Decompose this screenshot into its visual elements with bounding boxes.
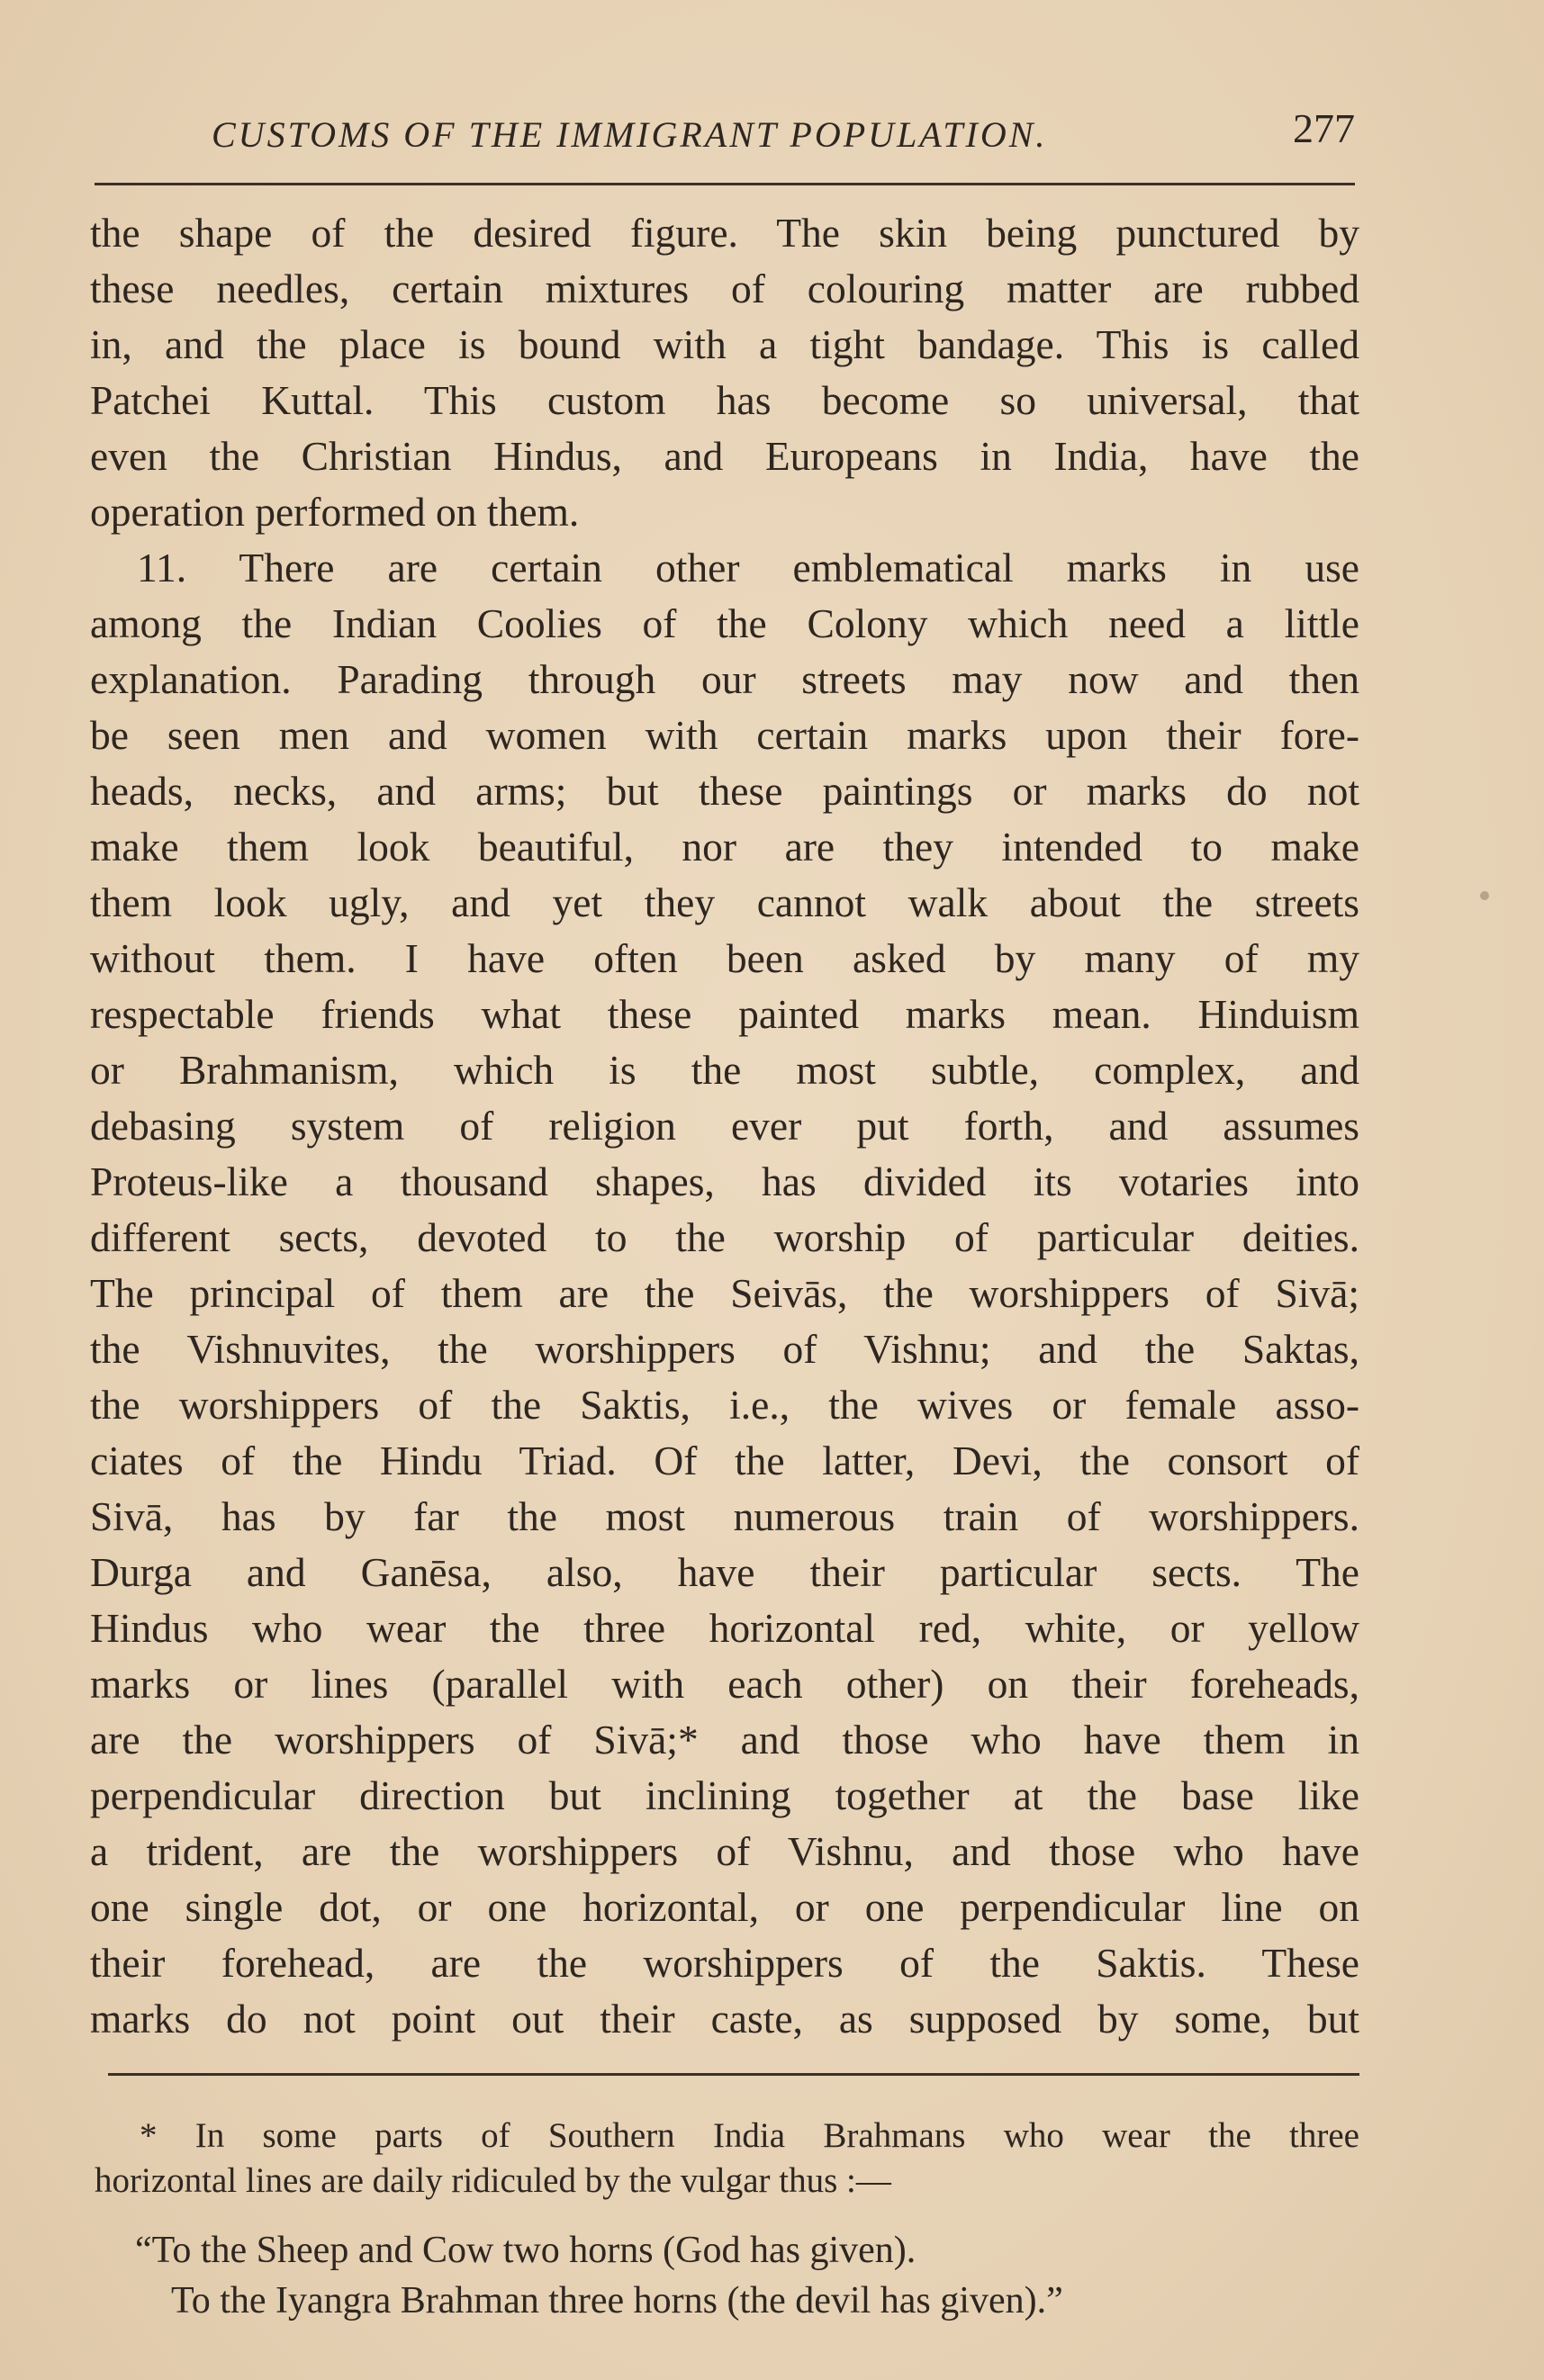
text-line: different sects, devoted to the worship of particular deities. [90, 1214, 1359, 1260]
footnote [95, 2114, 1359, 2204]
quote-line: “To the Sheep and Cow two horns (God has given). [135, 2230, 916, 2271]
text-line: in, and the place is bound with a tight bandage. This is called [90, 321, 1359, 367]
text-line: debasing system of religion ever put forth, and assumes [90, 1103, 1359, 1149]
text-line: Sivā, has by far the most numerous train of worshippers. [90, 1493, 1359, 1539]
page-number: 277 [1293, 105, 1355, 151]
footnote-line: horizontal lines are daily ridiculed by the vulgar thus :— [95, 2161, 891, 2200]
text-line: the Vishnuvites, the worshippers of Vishnu; and the Saktas, [90, 1326, 1359, 1372]
running-header [95, 101, 1355, 164]
text-line: marks do not point out their caste, as supposed by some, but [90, 1996, 1359, 2042]
text-line: Proteus-like a thousand shapes, has divided its votaries into [90, 1158, 1359, 1204]
footnote-rule [108, 2073, 1359, 2076]
text-line: their forehead, are the worshippers of the Saktis. These [90, 1940, 1359, 1986]
header-rule [95, 183, 1355, 185]
text-line: even the Christian Hindus, and Europeans in India, have the [90, 433, 1359, 479]
text-line: are the worshippers of Sivā;* and those who have them in [90, 1717, 1359, 1762]
text-line: ciates of the Hindu Triad. Of the latter, Devi, the consort of [90, 1438, 1359, 1483]
quote-line: To the Iyangra Brahman three horns (the devil has given).” [171, 2280, 1063, 2321]
running-title: CUSTOMS OF THE IMMIGRANT POPULATION. [212, 114, 1048, 155]
paper-speck [1480, 891, 1489, 900]
footnote-quote [135, 2225, 1063, 2326]
footnote-line: * In some parts of Southern India Brahmans who wear the three [140, 2116, 1359, 2155]
text-line: make them look beautiful, nor are they intended to make [90, 824, 1359, 870]
text-line: among the Indian Coolies of the Colony which need a little [90, 600, 1359, 646]
text-line: them look ugly, and yet they cannot walk about the streets [90, 879, 1359, 925]
text-line: one single dot, or one horizontal, or one perpendicular line on [90, 1884, 1359, 1930]
text-line: operation performed on them. [90, 489, 580, 535]
text-line: perpendicular direction but inclining together at the base like [90, 1772, 1359, 1818]
text-line: marks or lines (parallel with each other) on their foreheads, [90, 1661, 1359, 1707]
text-line: these needles, certain mixtures of colouring matter are rubbed [90, 266, 1359, 311]
text-line: Hindus who wear the three horizontal red, white, or yellow [90, 1605, 1359, 1651]
main-text [90, 205, 1359, 2047]
paragraph-start-line: 11. There are certain other emblematical marks in use [137, 545, 1359, 590]
text-line: the worshippers of the Saktis, i.e., the wives or female asso- [90, 1382, 1359, 1428]
text-line: without them. I have often been asked by many of my [90, 935, 1359, 981]
text-line: or Brahmanism, which is the most subtle, complex, and [90, 1047, 1359, 1093]
text-line: Patchei Kuttal. This custom has become so universal, that [90, 377, 1359, 423]
text-line: respectable friends what these painted marks mean. Hinduism [90, 991, 1359, 1037]
text-line: Durga and Ganēsa, also, have their particular sects. The [90, 1549, 1359, 1595]
text-line: the shape of the desired figure. The skin being punctured by [90, 210, 1359, 256]
text-line: explanation. Parading through our streets may now and then [90, 656, 1359, 702]
text-line: be seen men and women with certain marks upon their fore- [90, 712, 1359, 758]
text-line: The principal of them are the Seivās, the worshippers of Sivā; [90, 1270, 1359, 1316]
text-line: heads, necks, and arms; but these paintings or marks do not [90, 768, 1359, 814]
text-line: a trident, are the worshippers of Vishnu, and those who have [90, 1828, 1359, 1874]
